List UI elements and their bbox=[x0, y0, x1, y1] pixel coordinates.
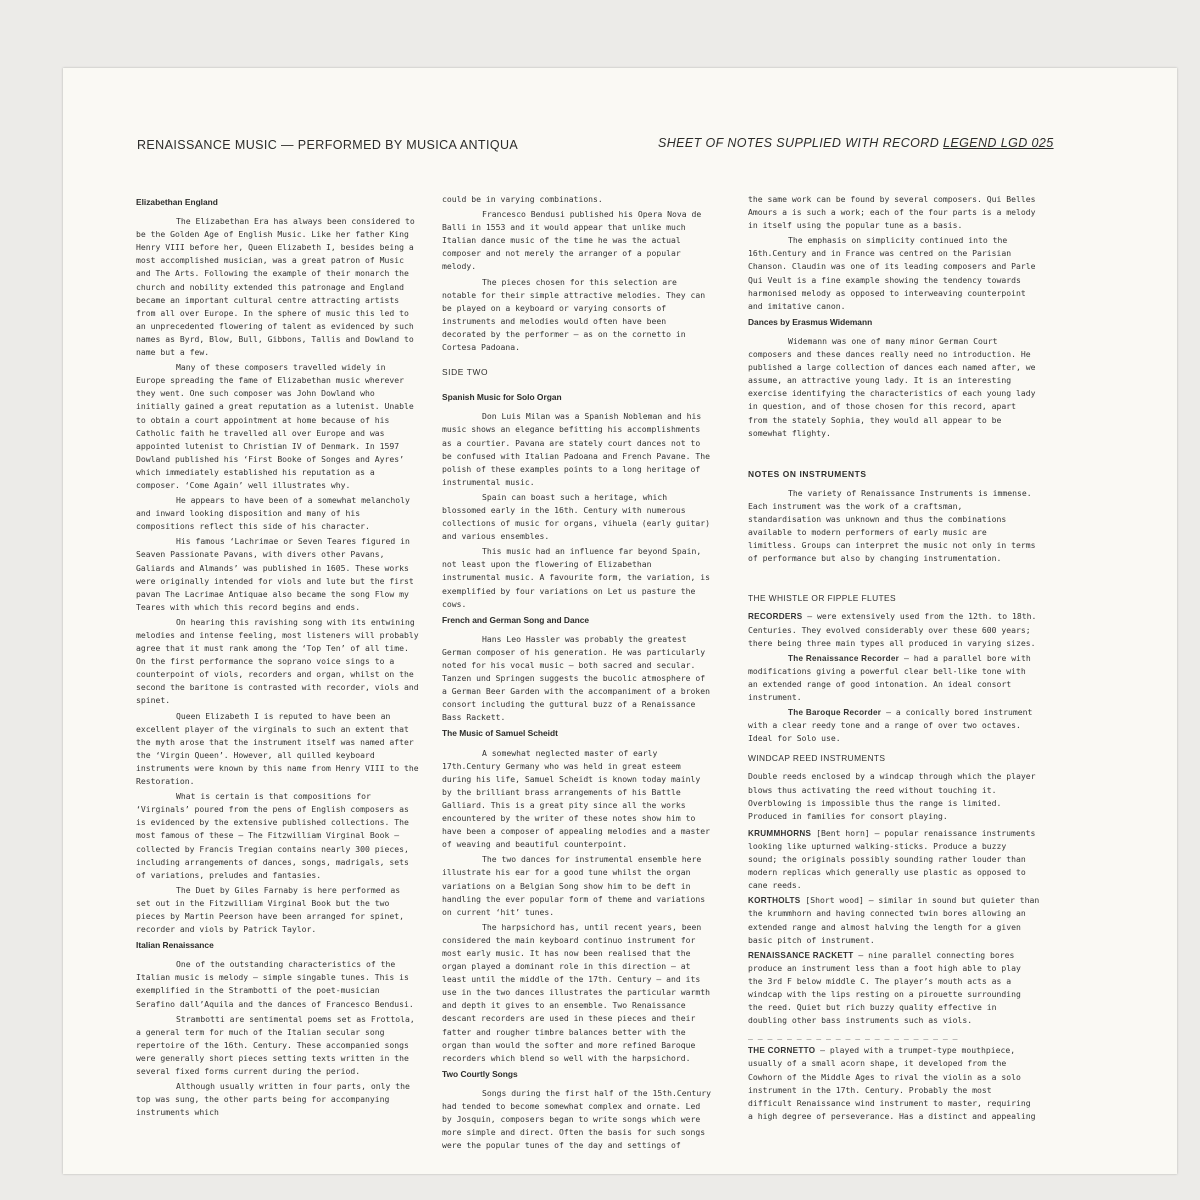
instrument-desc: — nine parallel connecting bores produce an instrument less than a foot high able to play the 3rd F below middle C. The player’s mouth acts as a windcap with the lips resting on a pirouette surrounding the reed. Quiet but rich buzzy quality effective in doubling other bass instruments such as viols. bbox=[748, 949, 1021, 1026]
column-3 bbox=[748, 193, 1040, 1121]
instrument-desc: — a conically bored instrument with a clear reedy tone and a range of over two octaves. Ideal for Solo use. bbox=[748, 707, 1033, 744]
instrument-term: RENAISSANCE RACKETT bbox=[748, 950, 854, 960]
instrument-entry-renaissance-recorder bbox=[748, 652, 1040, 704]
paragraph: On hearing this ravishing song with its entwining melodies and intense feeling, most listeners will probably agree that it must rank among the ‘Top Ten’ of all time. On the first performance the soprano voice sings to a counterpoint of viols, recorders and organ, whilst on the second the baritone is contrasted with recorder, viols and spinet. bbox=[136, 616, 419, 706]
paragraph: could be in varying combinations. bbox=[442, 194, 603, 204]
paragraph: One of the outstanding characteristics of the Italian music is melody — simple singable tunes. This is exemplified in the Strambotti of the poet-musician Serafino dall’Aquila and the dances of Francesco Bendusi. bbox=[136, 959, 414, 1009]
instrument-entry-recorders bbox=[748, 610, 1040, 649]
section-heading-italian-renaissance: Italian Renaissance bbox=[136, 940, 214, 951]
instrument-term: RECORDERS bbox=[748, 612, 803, 622]
record-note-prefix: SHEET OF NOTES SUPPLIED WITH RECORD bbox=[658, 136, 944, 150]
section-heading-spanish-music: Spanish Music for Solo Organ bbox=[442, 392, 562, 403]
section-heading-fipple-flutes: THE WHISTLE OR FIPPLE FLUTES bbox=[748, 593, 897, 604]
paragraph: Francesco Bendusi published his Opera Nova de Balli in 1553 and it would appear that unlike much Italian dance music of the time he was the actual composer and not merely the arranger of a popular melody. bbox=[442, 209, 702, 272]
paragraph: The variety of Renaissance Instruments is immense. Each instrument was the work of a craftsman, standardisation was unknown and thus the combinations available to modern performers of early music are limitless. Groups can interpret the music not only in terms of performance but also by changing instrumentation. bbox=[748, 487, 1036, 564]
paragraph: The pieces chosen for this selection are notable for their simple attractive melodies. They can be played on a keyboard or varying consorts of instruments and melodies would often have been decorated by the performer — as on the cornetto in Cortesa Padoana. bbox=[442, 276, 706, 353]
dashed-rule: _ _ _ _ _ _ _ _ _ _ _ _ _ _ _ _ _ _ _ _ _ _ bbox=[748, 1030, 958, 1041]
section-heading-french-german-song: French and German Song and Dance bbox=[442, 614, 590, 625]
paragraph: This music had an influence far beyond Spain, not least upon the flowering of Elizabethan instrumental music. A favourite form, the variation, is exemplified by four variations on Let us pasture the cows. bbox=[442, 546, 711, 609]
paragraph: The emphasis on simplicity continued into the 16th.Century and in France was centred on the Parisian Chanson. Claudin was one of its leading composers and Parle Qui Veult is a fine example showing the tendency towards harmonised melody as opposed to interweaving counterpoint and imitative canon. bbox=[748, 235, 1036, 311]
instrument-entry-krummhorns bbox=[748, 827, 1040, 892]
spacer bbox=[748, 567, 1040, 585]
paragraph: The Elizabethan Era has always been considered to be the Golden Age of English Music. Like her father King Henry VIII before her, Queen Elizabeth I, besides being a most accomplished musician, was a great patron of Music and The Arts. Following the example of their monarch the church and nobility extended this patronage and England became an important cultural centre attracting artists from all over Europe. In the sphere of music this led to an unprecedented flowering of talent as evidenced by such names as Byrd, Blow, Bull, Gibbons, Tallis and Dowland to name but a few. bbox=[136, 216, 415, 358]
instrument-entry-rackett bbox=[748, 949, 1040, 1028]
paragraph: the same work can be found by several composers. Qui Belles Amours a is such a work; each of the four parts is a melody in itself using the popular tune as a basis. bbox=[748, 194, 1036, 231]
paragraph: What is certain is that compositions for ‘Virginals’ poured from the pens of English composers as is evidenced by the extensive published collections. The most famous of these — The Fitzwilliam Virginal Book — collected by Francis Tregian contains nearly 300 pieces, including arrangements of dances, songs, madrigals, sets of variations, preludes and fantasies. bbox=[136, 791, 409, 880]
paragraph: The harpsichord has, until recent years, been considered the main keyboard continuo instrument for most early music. It has now been realised that the organ played a dominant role in this direction — at least until the middle of the 17th. Century — and its use in the two dances illustrates the particular warmth and depth it gives to an ensemble. Two Renaissance descant recorders are used in these pieces and their fatter and rougher timbre balances better with the organ than would the softer and more refined Baroque recorders which blend so well with the harpsichord. bbox=[442, 921, 711, 1063]
instrument-desc: — had a parallel bore with modifications giving a powerful clear bell-like tone with an extended range of good intonation. An ideal consort instrument. bbox=[748, 652, 1031, 702]
paragraph: A somewhat neglected master of early 17th.Century Germany who was held in great esteem during his life, Samuel Scheidt is known today mainly by the brilliant brass arrangements of his Battle Galliard. This is a great pity since all the works encountered by the writer of these notes show him to have been a composer of appealing melodies and a master of weaving and beautiful counterpoint. bbox=[442, 747, 711, 850]
record-note bbox=[658, 136, 1054, 150]
instrument-desc: — played with a trumpet-type mouthpiece, usually of a small acorn shape, it developed from the Cowhorn of the Middle Ages to rival the violin as a solo instrument in the 17th. Century. Probably the most difficult Renaissance wind instrument to master, requiring a high degree of perseverance. Has a distinct and appealing bbox=[748, 1045, 1036, 1121]
instrument-term: KORTHOLTS bbox=[748, 896, 801, 906]
instrument-desc: [Bent horn] — popular renaissance instruments looking like upturned walking-sticks. Produce a buzzy sound; the originals possibly sounding rather louder than modern replicas which generally use plastic as opposed to cane reeds. bbox=[748, 827, 1036, 891]
paragraph: Don Luis Milan was a Spanish Nobleman and his music shows an elegance befitting his accomplishments as a courtier. Pavana are stately court dances not to be confused with Italian Padoana and French Pavane. The polish of these examples points to a long heritage of instrumental music. bbox=[442, 411, 711, 487]
instrument-term: The Renaissance Recorder bbox=[788, 653, 900, 663]
section-heading-windcap-reed: WINDCAP REED INSTRUMENTS bbox=[748, 753, 886, 764]
paragraph: His famous ‘Lachrimae or Seven Teares figured in Seaven Passionate Pavans, with divers other Pavans, Galiards and Almands’ was published in 1605. These works were originally intended for viols and lute but the first pavan The Lacrimae Antiquae also became the song Flow my Teares with which this record begins and ends. bbox=[136, 536, 414, 612]
instrument-entry-cornetto bbox=[748, 1044, 1040, 1123]
section-heading-notes-on-instruments: NOTES ON INSTRUMENTS bbox=[748, 468, 867, 479]
column-2 bbox=[442, 193, 714, 1151]
instrument-entry-baroque-recorder bbox=[748, 706, 1040, 745]
section-heading-elizabethan-england: Elizabethan England bbox=[136, 197, 218, 207]
paragraph: The two dances for instrumental ensemble here illustrate his ear for a good tune whilst the organ variations on a Belgian Song show him to be deft in handling the ever popular form of theme and variations on current ‘hit’ tunes. bbox=[442, 854, 706, 917]
paragraph: Strambotti are sentimental poems set as Frottola, a general term for much of the Italian secular song repertoire of the 16th. Century. These accompanied songs were generally short pieces setting texts written in the several fixed forms current during the period. bbox=[136, 1013, 415, 1076]
paragraph: The Duet by Giles Farnaby is here performed as set out in the Fitzwilliam Virginal Book but the two pieces by Martin Peerson have been arranged for spinet, recorder and viols by Patrick Taylor. bbox=[136, 884, 405, 935]
instrument-desc: [Short wood] — similar in sound but quieter than the krummhorn and having connected twin bores allowing an extended range and almost halving the length for a given basic pitch of instrument. bbox=[748, 895, 1040, 945]
section-heading-samuel-scheidt: The Music of Samuel Scheidt bbox=[442, 728, 558, 739]
instrument-term: KRUMMHORNS bbox=[748, 828, 812, 838]
paragraph: Songs during the first half of the 15th.Century had tended to become somewhat complex and ornate. Led by Josquin, composers began to write songs which were more simple and direct. Often the basis for such songs were the popular tunes of the day and settings of bbox=[442, 1087, 712, 1151]
section-heading-two-courtly-songs: Two Courtly Songs bbox=[442, 1068, 518, 1079]
column-1 bbox=[136, 193, 419, 1118]
record-code: LEGEND LGD 025 bbox=[943, 136, 1054, 150]
section-heading-widemann-dances: Dances by Erasmus Widemann bbox=[748, 316, 873, 327]
paragraph: Queen Elizabeth I is reputed to have been an excellent player of the virginals to such an extent that the myth arose that the instrument itself was named after the ‘Virgin Queen’. However, all quilled keyboard instruments were known by this name from Henry VIII to the Restoration. bbox=[136, 710, 419, 787]
paragraph: Many of these composers travelled widely in Europe spreading the fame of Elizabethan music wherever they went. One such composer was John Dowland who initially gained a great reputation as a lutenist. Unable to obtain a court appointment at home because of his Catholic faith he travelled all over Europe and was appointed lutenist to Christian IV of Denmark. In 1597 Dowland published his ‘First Booke of Songes and Ayres’ which immediately established his reputation as a composer. ‘Come Again’ well illustrates why. bbox=[136, 362, 414, 490]
paragraph: Widemann was one of many minor German Court composers and these dances really need no introduction. He published a large collection of dances each named after, we assume, an attractive young lady. It is an interesting exercise identifying the characteristics of each young lady in question, and of those chosen for this record, apart from the stately Sophia, they would all appear to be somewhat flighty. bbox=[748, 335, 1036, 438]
paragraph: Spain can boast such a heritage, which blossomed early in the 16th. Century with numerous collections of music for organs, vihuela (early guitar) and various ensembles. bbox=[442, 491, 711, 542]
instrument-desc: — were extensively used from the 12th. to 18th. Centuries. They evolved considerably over these 600 years; there being three main types all produced in varying sizes. bbox=[748, 611, 1037, 648]
instrument-term: THE CORNETTO bbox=[748, 1046, 816, 1056]
paragraph: Hans Leo Hassler was probably the greatest German composer of his generation. He was particularly noted for his vocal music — both sacred and secular. Tanzen und Springen suggests the bucolic atmosphere of a German Beer Garden with the accompaniment of a broken consort including the guttural buzz of a Renaissance Bass Rackett. bbox=[442, 633, 711, 723]
side-two-heading: SIDE TWO bbox=[442, 367, 489, 378]
spacer bbox=[748, 442, 1040, 460]
instrument-term: The Baroque Recorder bbox=[788, 708, 882, 718]
instrument-entry-kortholts bbox=[748, 894, 1040, 946]
paragraph: Double reeds enclosed by a windcap through which the player blows thus activating the reed without touching it. Overblowing is impossible thus the range is limited. Produced in families for consort playing. bbox=[748, 771, 1036, 821]
paragraph: Although usually written in four parts, only the top was sung, the other parts being for accompanying instruments which bbox=[136, 1081, 410, 1118]
paragraph: He appears to have been of a somewhat melancholy and inward looking disposition and many of his compositions reflect this side of his character. bbox=[136, 495, 410, 532]
page-title: RENAISSANCE MUSIC — PERFORMED BY MUSICA ANTIQUA bbox=[137, 138, 519, 152]
